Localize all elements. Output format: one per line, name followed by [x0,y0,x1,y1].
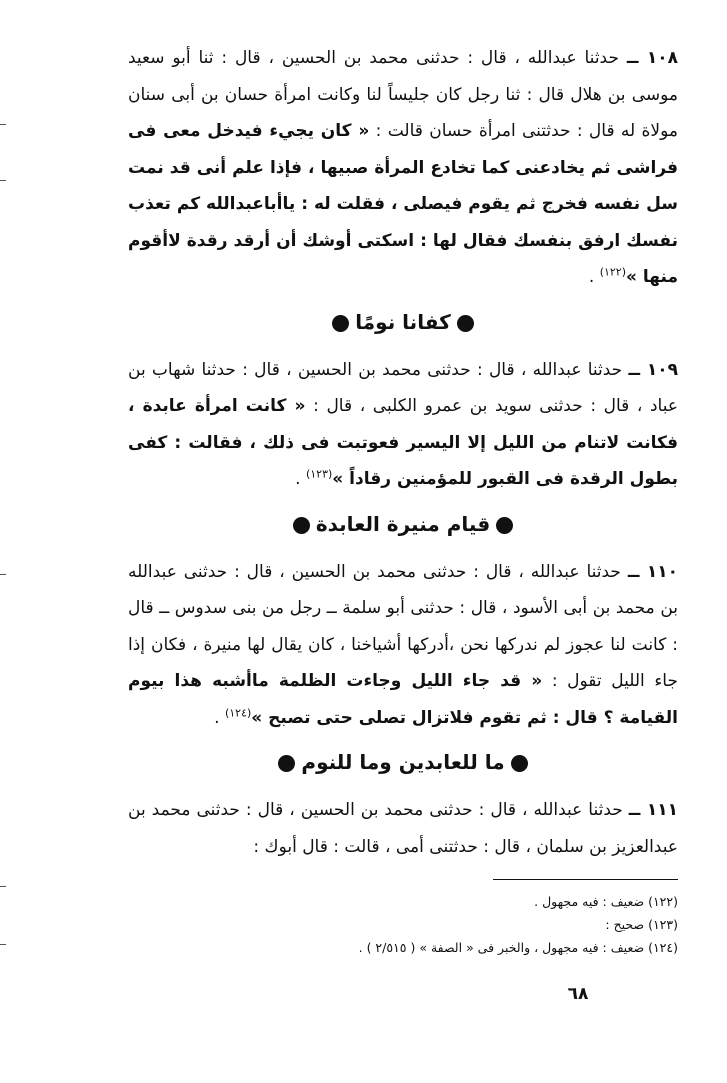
bullet-dot-icon [332,315,349,332]
section-heading-1 [128,306,678,338]
heading-text: قيام منيرة العابدة [315,511,491,536]
footnote-122: (١٢٢) ضعيف : فيه مجهول . [534,894,678,909]
paragraph-110 [128,554,678,737]
bullet-dot-icon [293,517,310,534]
paragraph-end: . [295,469,306,489]
isnad-text: حدثنا عبدالله ، قال : حدثنى محمد بن الحسين ، قال : حدثنا شهاب بن عباد ، قال : حدثنى سويد بن عمرو الكلبى ، قال : [128,359,678,416]
bullet-dot-icon [496,517,513,534]
paragraph-109 [128,352,678,498]
footnote-123: (١٢٣) صحيح : [605,917,678,932]
margin-mark [0,886,6,887]
paragraph-end: . [214,707,225,728]
paragraph-end: . [588,267,600,287]
paragraph-108 [128,40,678,296]
paragraph-number: ١٠٩ ــ [628,359,678,380]
quote-text: « كان يجيء فيدخل معى فى فراشى ثم يخادعنى كما تخادع المرأة صبيها ، فإذا علم أنى قد نمت سل نفسه فخرج ثم يقوم فيصلى ، فقلت له : ياأباعبدالله كم تعذب نفسك ارفق بنفسك فقال لها : اسكتى أوشك أن أرقد رقدة لاأقوم منها » [128,121,678,287]
bullet-dot-icon [278,755,295,772]
section-heading-2 [128,508,678,540]
footnotes [128,890,678,959]
quote-text: « كانت امرأة عابدة ، فكانت لاتنام من الليل إلا اليسير فعوتبت فى ذلك ، فقالت : كفى بطول الرقدة فى القبور للمؤمنين رقاداً » [128,396,678,489]
footnote-124: (١٢٤) ضعيف : فيه مجهول ، والخبر فى « الصفة » ( ٢/٥١٥ ) . [358,940,678,955]
paragraph-number: ١١١ ــ [628,800,678,820]
page-body [128,40,678,959]
bullet-dot-icon [457,315,474,332]
quote-text: « قد جاء الليل وجاءت الظلمة ماأشبه هذا بيوم القيامة ؟ قال : ثم تقوم فلاتزال تصلى حتى تصبح » [128,671,678,728]
footnote-ref: (١٢٣) [305,467,333,481]
paragraph-111 [128,792,678,865]
paragraph-number: ١١٠ ــ [627,561,678,582]
footnote-ref: (١٢٤) [224,705,252,719]
heading-text: ما للعابدين وما للنوم [301,750,505,774]
heading-text: كفانا نومًا [355,309,451,334]
page-number: ٦٨ [567,984,589,1004]
margin-mark [0,944,6,945]
isnad-text: حدثنا عبدالله ، قال : حدثنى محمد بن الحسين ، قال : حدثنى محمد بن عبدالعزيز بن سلمان ، قال : حدثتنى أمى ، قالت : قال أبوك : [128,800,678,857]
isnad-text: حدثنا عبدالله ، قال : حدثنى محمد بن الحسين ، قال : ثنا أبو سعيد موسى بن هلال قال : ثنا رجل كان جليساً لنا وكانت امرأة حسان بن أبى سنان مولاة له قال : حدثتنى امرأة حسان قالت : [128,48,678,141]
paragraph-number: ١٠٨ ــ [626,48,678,68]
margin-mark [0,180,6,181]
margin-mark [0,124,6,125]
margin-mark [0,574,6,575]
isnad-text: حدثنا عبدالله ، قال : حدثنى محمد بن الحسين ، قال : حدثنى عبدالله بن محمد بن أبى الأسود ، قال : حدثنى أبو سلمة ــ رجل من بنى سدوس ــ قال : كانت لنا عجوز لم ندركها نحن ،أدركها أشياخنا ، كان يقال لها منيرة ، فكان إذا جاء الليل تقول : [128,561,678,691]
section-heading-3 [128,746,678,778]
bullet-dot-icon [511,755,528,772]
footnote-divider [493,879,678,880]
footnote-ref: (١٢٢) [599,265,627,279]
